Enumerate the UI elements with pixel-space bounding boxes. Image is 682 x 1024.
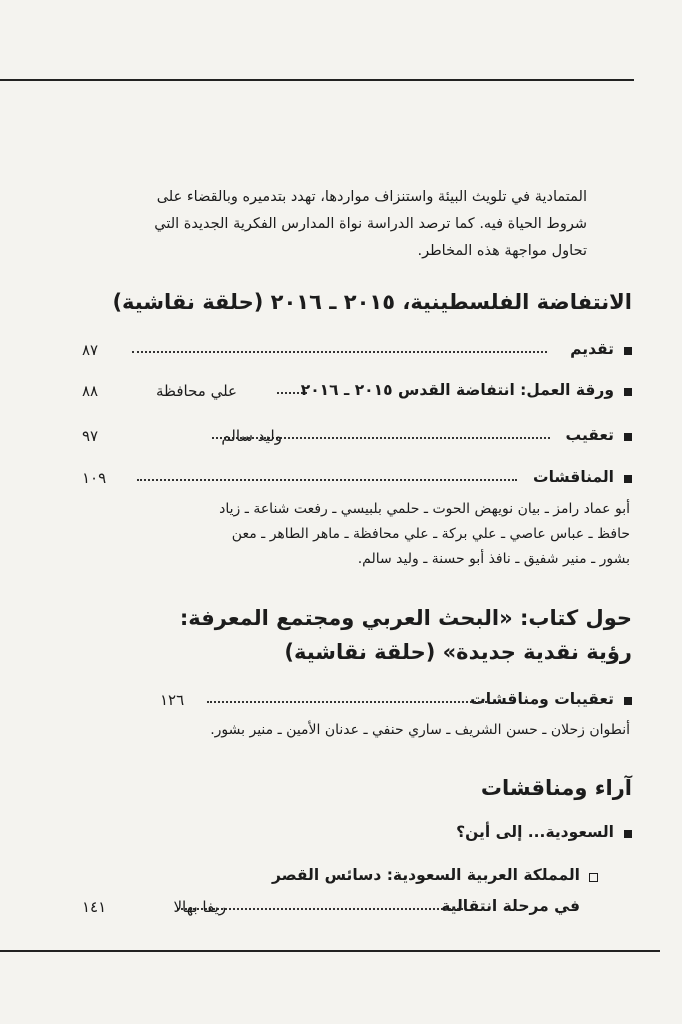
page-number: ٨٧ <box>82 341 99 359</box>
participants-line: أبو عماد رامز ـ بيان نويهض الحوت ـ حلمي بلبيسي ـ رفعت شناعة ـ زياد <box>219 501 630 517</box>
section-title: الانتفاضة الفلسطينية، ٢٠١٥ ـ ٢٠١٦ (حلقة نقاشية) <box>112 290 632 314</box>
participants-list <box>219 497 630 572</box>
dot-leader <box>207 701 487 703</box>
toc-subentry-continued[interactable] <box>82 897 598 921</box>
square-bullet-icon <box>624 433 632 441</box>
entry-label: تعقيبات ومناقشات <box>470 690 614 708</box>
participants-line: حافظ ـ عباس عاصي ـ علي بركة ـ علي محافظة ـ ماهر الطاهر ـ معن <box>231 526 630 542</box>
page-number: ١٠٩ <box>82 469 107 487</box>
toc-entry[interactable] <box>82 468 632 492</box>
intro-paragraph <box>147 184 587 265</box>
entry-label: ورقة العمل: انتفاضة القدس ٢٠١٥ ـ ٢٠١٦ <box>300 381 614 399</box>
entry-label: السعودية... إلى أين؟ <box>456 823 614 841</box>
top-rule <box>0 79 634 81</box>
section-title-line: حول كتاب: «البحث العربي ومجتمع المعرفة: <box>179 606 632 630</box>
entry-label: تقديم <box>570 340 614 358</box>
toc-entry[interactable] <box>82 381 632 405</box>
toc-entry[interactable] <box>82 690 632 714</box>
square-bullet-icon <box>624 388 632 396</box>
entry-label: المناقشات <box>533 468 614 486</box>
square-bullet-icon <box>624 830 632 838</box>
section-title-line: رؤية نقدية جديدة» (حلقة نقاشية) <box>284 640 632 664</box>
toc-entry[interactable] <box>82 823 632 847</box>
intro-line: تحاول مواجهة هذه المخاطر. <box>417 243 587 259</box>
dot-leader <box>137 479 517 481</box>
entry-author: علي محافظة <box>156 382 237 400</box>
section-title: آراء ومناقشات <box>480 776 632 800</box>
subentry-title-line: في مرحلة انتقالية <box>441 897 580 915</box>
participants-line: أنطوان زحلان ـ حسن الشريف ـ ساري حنفي ـ عدنان الأمين ـ منير بشور. <box>210 722 630 738</box>
page-number: ١٤١ <box>82 898 107 916</box>
page-number: ٩٧ <box>82 427 99 445</box>
page-number: ١٢٦ <box>160 691 185 709</box>
entry-author: وليد سالم <box>221 427 282 445</box>
toc-entry[interactable] <box>82 426 632 450</box>
toc-subentry[interactable] <box>82 866 598 890</box>
dot-leader <box>132 351 547 353</box>
dot-leader <box>277 392 307 394</box>
participants-list <box>210 718 630 743</box>
square-bullet-icon <box>624 697 632 705</box>
hollow-square-bullet-icon <box>589 873 598 882</box>
bottom-rule <box>0 950 660 952</box>
toc-entry[interactable] <box>82 340 632 364</box>
page-number: ٨٨ <box>82 382 99 400</box>
subentry-title-line: المملكة العربية السعودية: دسائس القصر <box>271 866 580 884</box>
entry-author: ريفا بهالا <box>173 898 226 916</box>
participants-line: بشور ـ منير شفيق ـ نافذ أبو حسنة ـ وليد سالم. <box>357 551 630 567</box>
intro-line: المتمادية في تلويث البيئة واستنزاف مواردها، تهدد بتدميره وبالقضاء على <box>156 189 587 205</box>
square-bullet-icon <box>624 347 632 355</box>
entry-label: تعقيب <box>565 426 614 444</box>
intro-line: شروط الحياة فيه. كما ترصد الدراسة نواة المدارس الفكرية الجديدة التي <box>154 216 587 232</box>
square-bullet-icon <box>624 475 632 483</box>
